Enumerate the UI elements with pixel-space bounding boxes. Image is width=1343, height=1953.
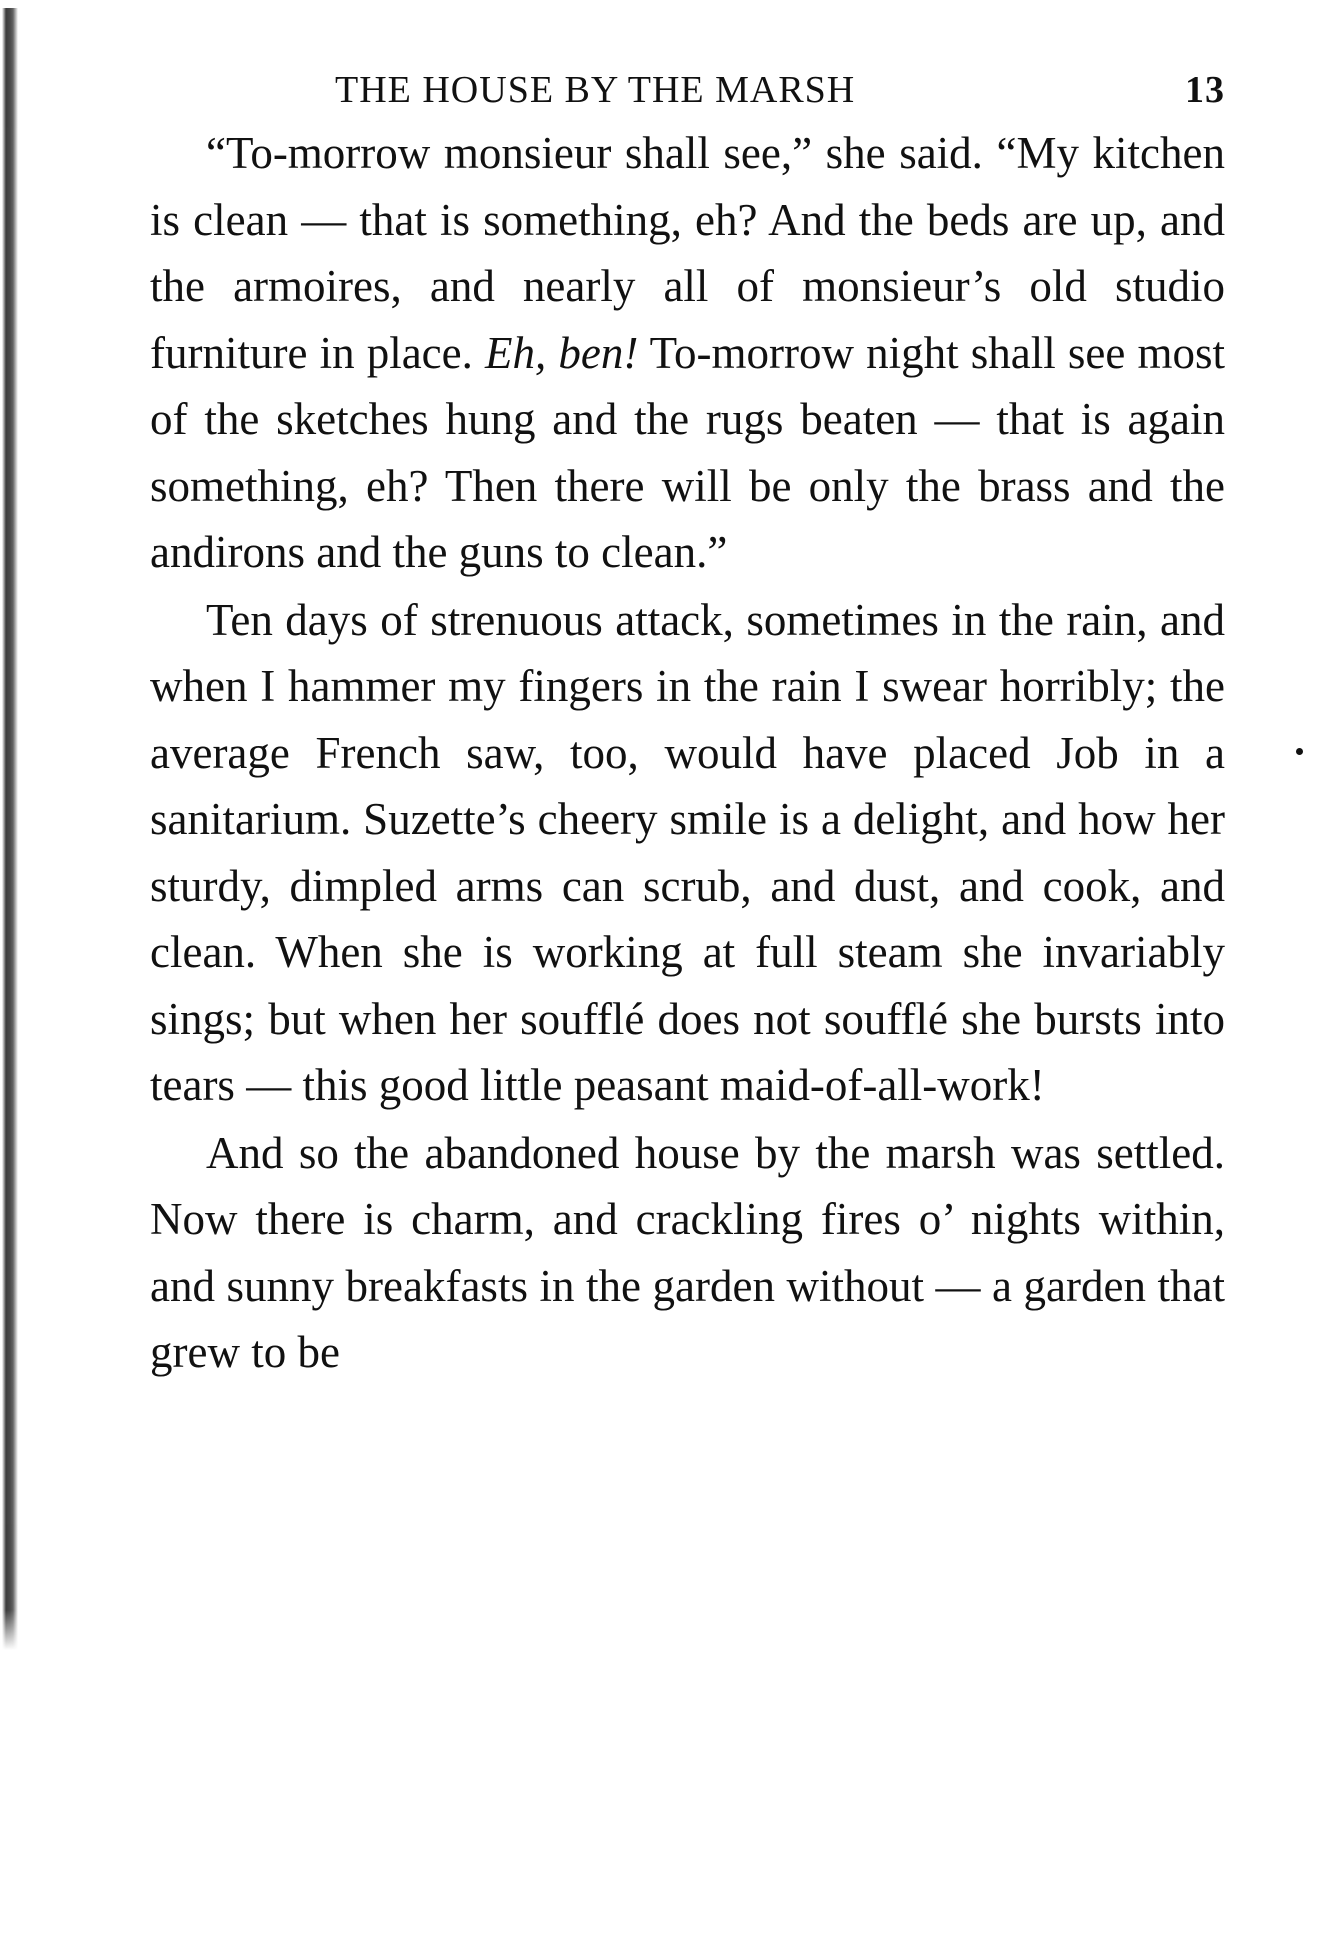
running-head [150,60,1225,120]
binding-gap-top [0,0,20,8]
binding-fade-bottom [0,1610,20,1953]
paragraph-3: And so the abandoned house by the marsh was settled. Now there is charm, and crackling fires o’ nights within, and sunny breakfasts in the garden without — a garden that grew to be [150,1127,1225,1377]
book-binding-edge [0,0,20,1953]
paragraph-1-text-before: “To-morrow monsieur shall see,” she said. “My kitchen is clean — that is something, eh? And the beds are up, and the armoires, and nearly all of monsieur’s old studio furniture in place. [150,128,1225,378]
paragraph-1-italic: Eh, ben! [485,327,639,378]
paragraph-1 [150,120,1225,586]
running-head-title: THE HOUSE BY THE MARSH [335,69,856,111]
page-body [150,60,1225,1386]
page-number: 13 [1185,69,1225,111]
paragraph-2: Ten days of strenuous attack, sometimes in the rain, and when I hammer my fingers in the rain I swear horribly; the average French saw, too, would have placed Job in a sanitarium. Suzette’s cheery smile is a delight, and how her sturdy, dimpled arms can scrub, and dust, and cook, and clean. When she is working at full steam she invariably sings; but when her soufflé does not soufflé she bursts into tears — this good little peasant maid-of-all-work! [150,594,1225,1110]
paragraph-1-text-after: To-morrow night shall see most of the sketches hung and the rugs beaten — that is again something, eh? Then there will be only the brass and the andirons and the guns to clean.” [150,327,1225,577]
ink-speck [1296,748,1303,755]
